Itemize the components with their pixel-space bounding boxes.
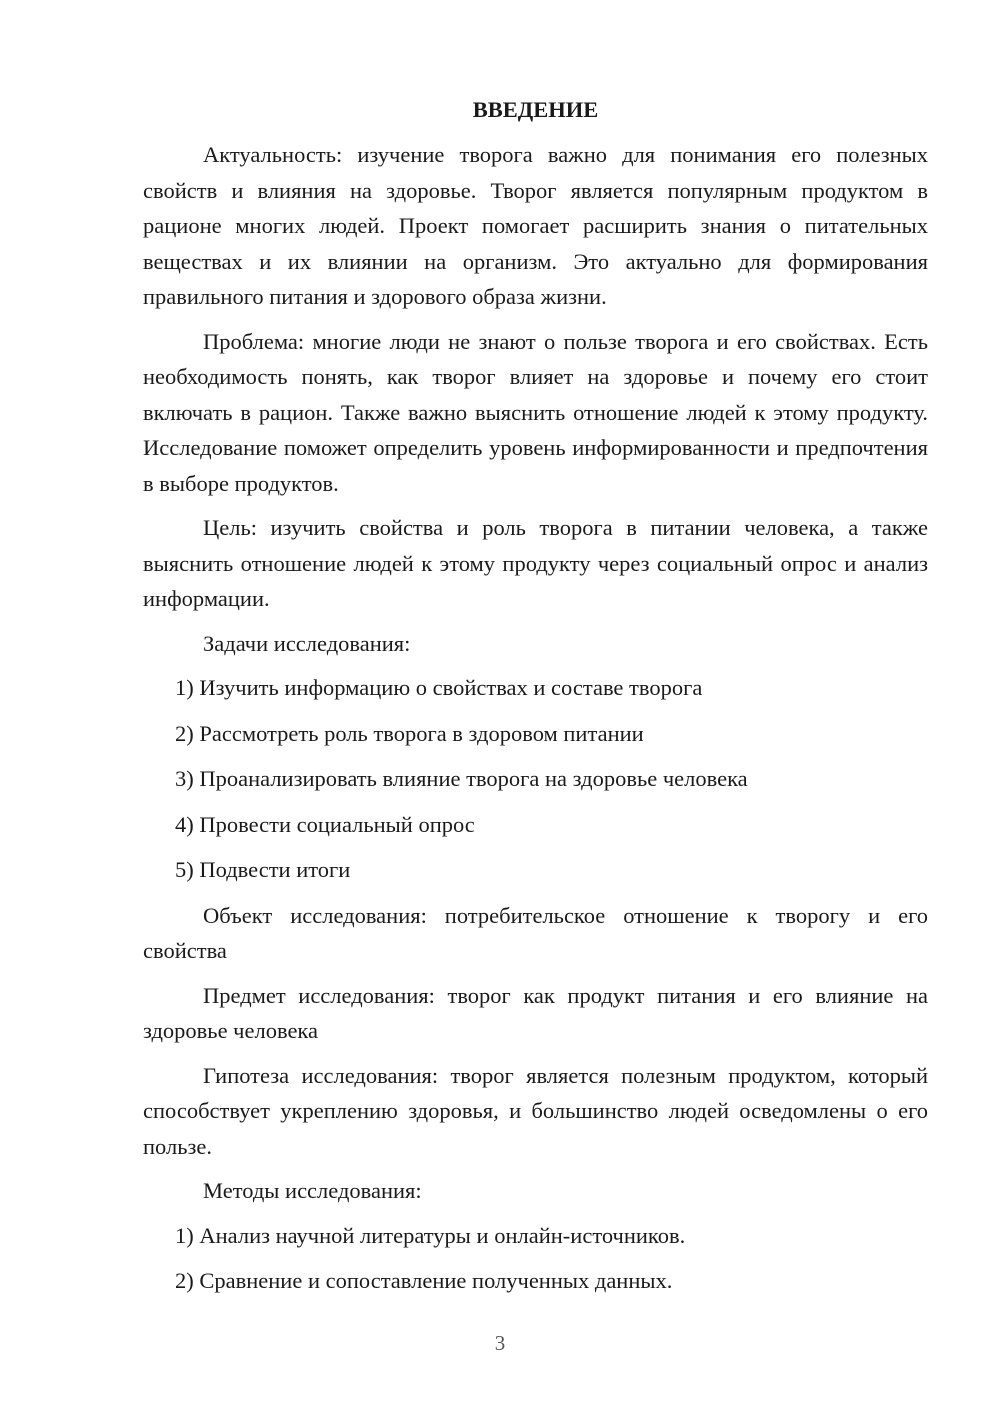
task-item: 4) Провести социальный опрос (175, 811, 475, 837)
relevance-paragraph: Актуальность: изучение творога важно для понимания его полезных свойств и влияния на здоровье. Творог является популярным продуктом в рационе многих людей. Проект помогает расширить знания о питательных веществах и их влиянии на организм. Это актуально для формирования правильного питания и здорового образа жизни. (143, 142, 928, 309)
method-item: 2) Сравнение и сопоставление полученных данных. (175, 1268, 673, 1293)
task-item: 1) Изучить информацию о свойствах и составе творога (175, 675, 703, 700)
hypothesis-paragraph: Гипотеза исследования: творог является полезным продуктом, который способствует укреплению здоровья, и большинство людей осведомлены о его пользе. (143, 1062, 928, 1159)
page-number: 3 (494, 1331, 506, 1355)
task-item: 3) Проанализировать влияние творога на здоровье человека (175, 766, 748, 791)
problem-paragraph: Проблема: многие люди не знают о пользе творога и его свойствах. Есть необходимость понять, как творог влияет на здоровье и почему его стоит включать в рацион. Также важно выяснить отношение людей к этому продукту. Исследование поможет определить уровень информированности и предпочтения в выборе продуктов. (143, 328, 928, 496)
object-paragraph: Объект исследования: потребительское отношение к творогу и его свойства (143, 902, 928, 963)
subject-paragraph: Предмет исследования: творог как продукт питания и его влияние на здоровье человека (143, 982, 928, 1043)
goal-paragraph: Цель: изучить свойства и роль творога в питании человека, а также выяснить отношение людей к этому продукту через социальный опрос и анализ информации. (143, 515, 928, 611)
section-title: ВВЕДЕНИЕ (472, 97, 599, 122)
methods-heading: Методы исследования: (203, 1178, 422, 1203)
task-item: 5) Подвести итоги (175, 857, 351, 882)
tasks-heading: Задачи исследования: (203, 630, 411, 656)
task-item: 2) Рассмотреть роль творога в здоровом питании (175, 720, 644, 746)
method-item: 1) Анализ научной литературы и онлайн-источников. (175, 1222, 686, 1248)
methods-list (143, 1218, 928, 1299)
tasks-list (143, 670, 928, 888)
document-page (143, 92, 928, 1309)
